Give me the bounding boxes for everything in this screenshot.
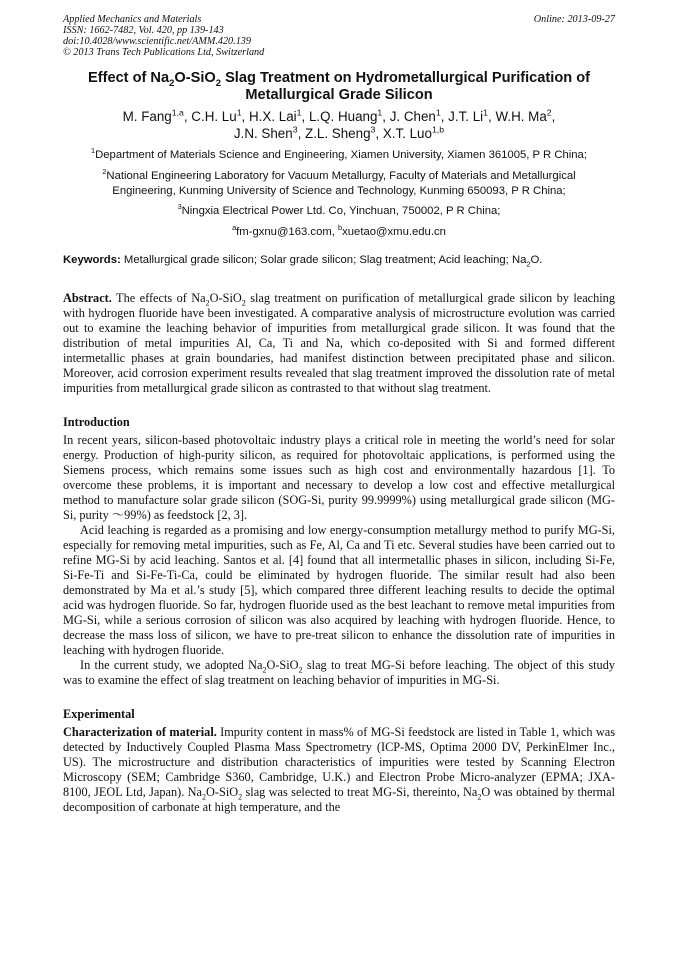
abstract-subscript: 2: [241, 298, 246, 308]
author-affil-mark: 1,a: [171, 107, 184, 118]
author-name: J. Chen: [389, 109, 436, 124]
online-date: Online: 2013-09-27: [533, 14, 615, 25]
abstract-text: The effects of Na: [111, 291, 206, 305]
author-affil-mark: 2: [546, 107, 552, 118]
author-line-1: M. Fang$^{1,a}$, C.H. Lu$^1$, H.X. Lai$^1$, L.Q. Huang$^1$, J. Chen$^1$, J.T. Li$^1$, W.H. Ma$^2$,: [122, 107, 556, 124]
intro-text: slag to treat MG-Si before leaching. The object of this study was to examine the effect of slag treatment on leaching behavior of impurities in MG-Si.: [63, 658, 615, 687]
abstract-subscript: 2: [205, 298, 210, 308]
abstract-label: Abstract.: [63, 291, 112, 305]
author-affil-mark: 3: [370, 124, 376, 135]
section-heading-experimental: Experimental: [63, 707, 135, 721]
intro-paragraph-2: Acid leaching is regarded as a promising and low energy-consumption metallurgy method to purify MG-Si, especially for removing metal impurities, such as Fe, Al, Ca and Ti etc. Several studies have been carried out to refine MG-Si by acid leaching. Santos et al. [4] found that all intermetallic phases in silicon, including Si-Fe, Si-Fe-Ti and Si-Fe-Ti-Ca, could be eliminated by hydrogen fluoride. The similar result had also been demonstrated by Ma et al.’s study [5], which compared three different leaching results to decide the optimal acid was hydrogen fluoride. So far, hydrogen fluoride used as the best leachant to remove metal impurities from MG-Si, while a serious corrosion of silicon was also acquired by leaching with hydrogen fluoride. Hence, to decrease the mass loss of silicon, we have to pre-treat silicon to enhance the dissolution rate of impurities in leaching with hydrogen fluoride.: [63, 523, 615, 657]
intro-text: O-SiO: [266, 658, 299, 672]
title-subscript: 2: [215, 77, 222, 89]
issn-line: ISSN: 1662-7482, Vol. 420, pp 139-143: [63, 25, 224, 36]
title-text: Effect of Na: [88, 70, 170, 86]
email-mark: b: [338, 223, 343, 233]
journal-header: [63, 14, 615, 58]
author-name: Z.L. Sheng: [305, 125, 371, 141]
intro-text: In the current study, we adopted Na: [80, 658, 263, 672]
author-name: J.T. Li: [448, 109, 484, 124]
author-list: [63, 109, 615, 142]
affiliation-2-line-1: [63, 169, 615, 184]
experimental-paragraph: [63, 725, 615, 815]
title-line-2: Metallurgical Grade Silicon: [245, 87, 433, 103]
affiliation-2: [63, 169, 615, 199]
author-name: J.N. Shen: [233, 125, 293, 141]
author-affil-mark: 1: [483, 107, 488, 118]
author-name: W.H. Ma: [495, 109, 547, 124]
author-affil-mark: 1,b: [431, 124, 445, 135]
doi-line: doi:10.4028/www.scientific.net/AMM.420.139: [63, 36, 251, 47]
keywords-subscript: 2: [526, 259, 531, 269]
experimental-text: O-SiO: [206, 785, 239, 799]
abstract-text: slag treatment on purification of metallurgical grade silicon by leaching with hydrogen fluoride have been investigated. A comparative analysis of microstructure evolution was carried out to examine the leaching behavior of impurities from metallurgical grade silicon. It was found that the distribution of metal impurities Al, Ca, Ti and Na, which co-deposited with Si and formed different intermetallic phases at grain boundaries, had manifest distinction between precipitated phase and silicon. Moreover, acid corrosion experiment results revealed that slag treatment improved the dissolution rate of metal impurities from metallurgical grade silicon as contrasted to that without slag treatment.: [63, 291, 615, 395]
section-heading-introduction: Introduction: [63, 415, 130, 429]
journal-name: Applied Mechanics and Materials: [63, 14, 202, 25]
affiliation-text: National Engineering Laboratory for Vacuum Metallurgy, Faculty of Materials and Metallurgical: [106, 170, 576, 182]
intro-subscript: 2: [298, 665, 303, 675]
email-line: [63, 225, 615, 240]
author-name: X.T. Luo: [382, 125, 432, 141]
email-address[interactable]: xuetao@xmu.edu.cn: [342, 226, 446, 238]
affiliation-mark: 3: [177, 202, 182, 212]
keywords: [63, 253, 615, 268]
affiliation-3: [63, 204, 615, 219]
intro-paragraph-1: In recent years, silicon-based photovoltaic industry plays a critical role in meeting the world’s need for solar energy. Production of high-purity silicon, as required for photovoltaic applications, is performed using the Siemens process, which remains some issues such as high cost and environmentally hazardous [1]. To overcome these problems, it is important and necessary to develop a low cost and effective metallurgical method to manufacture solar grade silicon (SOG-Si, purity 99.9999%) using metallurgical grade silicon (MG-Si, purity ～99%) as feedstock [2, 3].: [63, 433, 615, 522]
affiliation-mark: 1: [91, 146, 96, 156]
abstract-paragraph: [63, 291, 615, 396]
experimental-text: slag was selected to treat MG-Si, thereinto, Na: [242, 785, 478, 799]
paper-page: [63, 14, 615, 815]
title-text: O-SiO: [174, 70, 216, 86]
author-affil-mark: 1: [377, 107, 383, 118]
author-affil-mark: 1: [296, 107, 302, 118]
author-affil-mark: 3: [292, 124, 298, 135]
intro-subscript: 2: [262, 665, 267, 675]
title-subscript: 2: [169, 77, 175, 89]
author-name: C.H. Lu: [191, 109, 237, 124]
author-name: H.X. Lai: [249, 109, 297, 124]
author-line-2: J.N. Shen$^3$, Z.L. Sheng$^3$, X.T. Luo$^{1,b}$: [233, 124, 445, 141]
title-line-1: [63, 70, 615, 87]
experimental-subscript: 2: [202, 792, 207, 802]
intro-paragraph-3: [63, 658, 615, 688]
experimental-subscript: 2: [477, 792, 482, 802]
email-address[interactable]: fm-gxnu@163.com,: [236, 226, 339, 238]
affiliation-2-line-2: Engineering, Kunming University of Science and Technology, Kunming 650093, P R China;: [112, 185, 566, 197]
experimental-subscript: 2: [238, 792, 243, 802]
paper-title: [63, 70, 615, 104]
abstract-text: O-SiO: [209, 291, 242, 305]
affiliation-text: Department of Materials Science and Engineering, Xiamen University, Xiamen 361005, P R China;: [95, 149, 587, 161]
affiliation-mark: 2: [102, 167, 107, 177]
keywords-text: Metallurgical grade silicon; Solar grade silicon; Slag treatment; Acid leaching; Na: [120, 254, 527, 266]
keywords-label: Keywords:: [63, 254, 121, 266]
email-mark: a: [232, 223, 237, 233]
experimental-text: Impurity content in mass% of MG-Si feedstock are listed in Table 1, which was detected by Inductively Coupled Plasma Mass Spectrometry (ICP-MS, Optima 2000 DV, PerkinElmer Inc., US). The microstructure and distribution characteristics of impurities were tested by Scanning Electron Microscopy (SEM; Cambridge S360, Cambridge, U.K.) and Electron Probe Micro-analyzer (EPMA; JXA-8100, JEOL Ltd, Japan). Na: [63, 725, 615, 799]
affiliation-text: Ningxia Electrical Power Ltd. Co, Yinchuan, 750002, P R China;: [181, 205, 501, 217]
affiliation-1: [63, 148, 615, 163]
experimental-text: O was obtained by thermal decomposition of carbonate at high temperature, and the: [63, 785, 615, 814]
copyright-line: © 2013 Trans Tech Publications Ltd, Switzerland: [63, 47, 265, 58]
keywords-text: O.: [530, 254, 543, 266]
title-text: Slag Treatment on Hydrometallurgical Purification of: [221, 70, 590, 86]
experimental-lead: Characterization of material.: [63, 725, 217, 739]
author-name: M. Fang: [122, 109, 172, 124]
author-affil-mark: 1: [236, 107, 242, 118]
author-affil-mark: 1: [435, 107, 441, 118]
author-name: L.Q. Huang: [308, 109, 378, 124]
